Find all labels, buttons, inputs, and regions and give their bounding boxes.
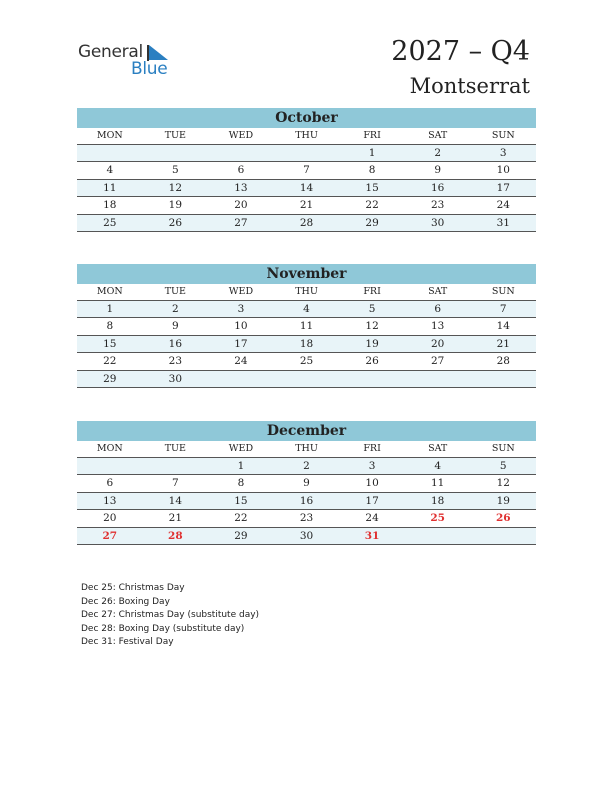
day-cell: 15: [365, 181, 379, 194]
generalblue-logo: [78, 42, 178, 78]
weekday-label: MON: [96, 130, 123, 141]
logo-text-blue: Blue: [131, 59, 168, 79]
day-cell: 20: [103, 512, 117, 525]
day-cell: 29: [365, 216, 379, 229]
week-row: [77, 528, 536, 545]
weekday-header-row: [77, 441, 536, 458]
holiday-item: Dec 26: Boxing Day: [81, 596, 170, 607]
weekday-header-row: [77, 128, 536, 145]
day-cell: 18: [299, 337, 314, 350]
day-cell: 26: [168, 216, 183, 229]
day-cell: 25: [103, 216, 117, 229]
weekday-label: SUN: [491, 130, 515, 141]
empty-day-cell: [470, 528, 536, 544]
weekday-label: THU: [295, 130, 318, 141]
holiday-list: [81, 582, 259, 650]
month-header: October: [77, 108, 536, 128]
empty-day-cell: [208, 371, 274, 387]
country-name: Montserrat: [409, 74, 530, 98]
day-cell: 16: [168, 337, 183, 350]
day-cell: 30: [168, 372, 183, 385]
day-cell: 23: [299, 512, 314, 525]
day-cell: 31: [364, 529, 380, 542]
day-cell: 3: [499, 147, 507, 159]
holiday-item: Dec 31: Festival Day: [81, 637, 174, 648]
week-row: [77, 301, 536, 318]
day-cell: 13: [430, 320, 445, 333]
empty-day-cell: [470, 371, 536, 387]
day-cell: 19: [496, 494, 510, 507]
holiday-item: Dec 28: Boxing Day (substitute day): [81, 623, 245, 634]
day-cell: 6: [434, 303, 442, 315]
month-header: November: [77, 264, 536, 284]
day-cell: 19: [365, 337, 379, 350]
day-cell: 13: [234, 181, 248, 194]
day-cell: 4: [106, 164, 114, 177]
empty-day-cell: [274, 145, 340, 161]
day-cell: 5: [368, 303, 376, 315]
month-november: [77, 264, 536, 388]
day-cell: 9: [172, 320, 179, 333]
day-cell: 12: [365, 320, 379, 333]
day-cell: 30: [299, 529, 314, 542]
empty-day-cell: [274, 371, 340, 387]
week-row: [77, 215, 536, 232]
day-cell: 11: [103, 181, 117, 194]
weekday-label: THU: [295, 443, 318, 454]
day-cell: 17: [496, 181, 510, 194]
week-row: [77, 475, 536, 492]
week-row: [77, 318, 536, 335]
day-cell: 24: [496, 199, 510, 212]
empty-day-cell: [77, 458, 143, 474]
day-cell: 22: [234, 512, 248, 525]
day-cell: 8: [237, 477, 245, 490]
month-header: December: [77, 421, 536, 441]
empty-day-cell: [77, 145, 143, 161]
day-cell: 7: [303, 164, 310, 177]
empty-day-cell: [339, 371, 405, 387]
week-row: [77, 371, 536, 388]
day-cell: 14: [168, 494, 183, 507]
day-cell: 14: [299, 181, 314, 194]
day-cell: 9: [303, 477, 310, 490]
day-cell: 24: [365, 512, 379, 525]
day-cell: 10: [365, 477, 379, 490]
empty-day-cell: [208, 145, 274, 161]
day-cell: 13: [103, 494, 117, 507]
day-cell: 18: [103, 199, 117, 212]
day-cell: 4: [434, 460, 442, 472]
day-cell: 24: [234, 355, 248, 368]
day-cell: 11: [299, 320, 314, 333]
week-row: [77, 353, 536, 370]
day-cell: 1: [106, 303, 114, 315]
day-cell: 18: [430, 494, 445, 507]
month-december: [77, 421, 536, 545]
day-cell: 5: [172, 164, 179, 177]
day-cell: 27: [102, 529, 118, 542]
day-cell: 22: [365, 199, 379, 212]
day-cell: 14: [496, 320, 510, 333]
weekday-label: TUE: [164, 443, 186, 454]
day-cell: 7: [172, 477, 179, 490]
day-cell: 23: [168, 355, 183, 368]
weekday-label: SAT: [428, 130, 448, 141]
day-cell: 8: [106, 320, 114, 333]
weekday-label: WED: [228, 286, 254, 297]
week-row: [77, 197, 536, 214]
weekday-label: MON: [96, 286, 123, 297]
day-cell: 20: [430, 337, 445, 350]
day-cell: 31: [496, 216, 510, 229]
week-row: [77, 458, 536, 475]
page-title: 2027 – Q4: [391, 36, 530, 67]
day-cell: 30: [430, 216, 445, 229]
day-cell: 7: [499, 303, 507, 315]
weekday-label: TUE: [164, 286, 186, 297]
day-cell: 28: [168, 529, 183, 542]
day-cell: 12: [496, 477, 510, 490]
day-cell: 12: [168, 181, 183, 194]
weekday-label: WED: [228, 130, 254, 141]
weekday-label: FRI: [363, 286, 381, 297]
week-row: [77, 162, 536, 179]
weekday-label: SAT: [428, 443, 448, 454]
day-cell: 17: [234, 337, 248, 350]
day-cell: 16: [430, 181, 445, 194]
day-cell: 6: [237, 164, 245, 177]
logo-text-general: General: [78, 42, 143, 62]
week-row: [77, 510, 536, 527]
weekday-label: WED: [228, 443, 254, 454]
day-cell: 5: [499, 460, 507, 472]
day-cell: 11: [430, 477, 445, 490]
day-cell: 20: [234, 199, 248, 212]
week-row: [77, 493, 536, 510]
weekday-label: SUN: [491, 286, 515, 297]
holiday-item: Dec 27: Christmas Day (substitute day): [81, 610, 260, 621]
day-cell: 16: [299, 494, 314, 507]
day-cell: 26: [495, 512, 511, 525]
day-cell: 1: [368, 147, 376, 159]
day-cell: 17: [365, 494, 379, 507]
day-cell: 2: [303, 460, 310, 472]
weekday-label: TUE: [164, 130, 186, 141]
day-cell: 23: [430, 199, 445, 212]
weekday-label: SAT: [428, 286, 448, 297]
week-row: [77, 336, 536, 353]
day-cell: 3: [368, 460, 376, 472]
empty-day-cell: [143, 458, 209, 474]
day-cell: 21: [168, 512, 183, 525]
day-cell: 8: [368, 164, 376, 177]
day-cell: 15: [103, 337, 117, 350]
empty-day-cell: [405, 371, 471, 387]
day-cell: 27: [234, 216, 248, 229]
weekday-label: FRI: [363, 130, 381, 141]
weekday-header-row: [77, 284, 536, 301]
day-cell: 29: [234, 529, 248, 542]
day-cell: 9: [434, 164, 442, 177]
day-cell: 28: [299, 216, 314, 229]
month-october: [77, 108, 536, 232]
day-cell: 21: [299, 199, 314, 212]
day-cell: 27: [430, 355, 445, 368]
day-cell: 3: [237, 303, 245, 315]
day-cell: 25: [430, 512, 445, 525]
holiday-item: Dec 25: Christmas Day: [81, 583, 185, 593]
day-cell: 1: [237, 460, 245, 472]
day-cell: 2: [434, 147, 442, 159]
weekday-label: MON: [96, 443, 123, 454]
day-cell: 4: [303, 303, 310, 315]
day-cell: 15: [234, 494, 248, 507]
week-row: [77, 180, 536, 197]
weekday-label: FRI: [363, 443, 381, 454]
day-cell: 6: [106, 477, 114, 490]
day-cell: 21: [496, 337, 510, 350]
day-cell: 22: [103, 355, 117, 368]
empty-day-cell: [405, 528, 471, 544]
weekday-label: SUN: [491, 443, 515, 454]
day-cell: 10: [496, 164, 510, 177]
day-cell: 2: [172, 303, 179, 315]
day-cell: 26: [365, 355, 379, 368]
day-cell: 10: [234, 320, 248, 333]
day-cell: 25: [299, 355, 314, 368]
day-cell: 19: [168, 199, 183, 212]
week-row: [77, 145, 536, 162]
day-cell: 28: [496, 355, 510, 368]
weekday-label: THU: [295, 286, 318, 297]
day-cell: 29: [103, 372, 117, 385]
empty-day-cell: [143, 145, 209, 161]
